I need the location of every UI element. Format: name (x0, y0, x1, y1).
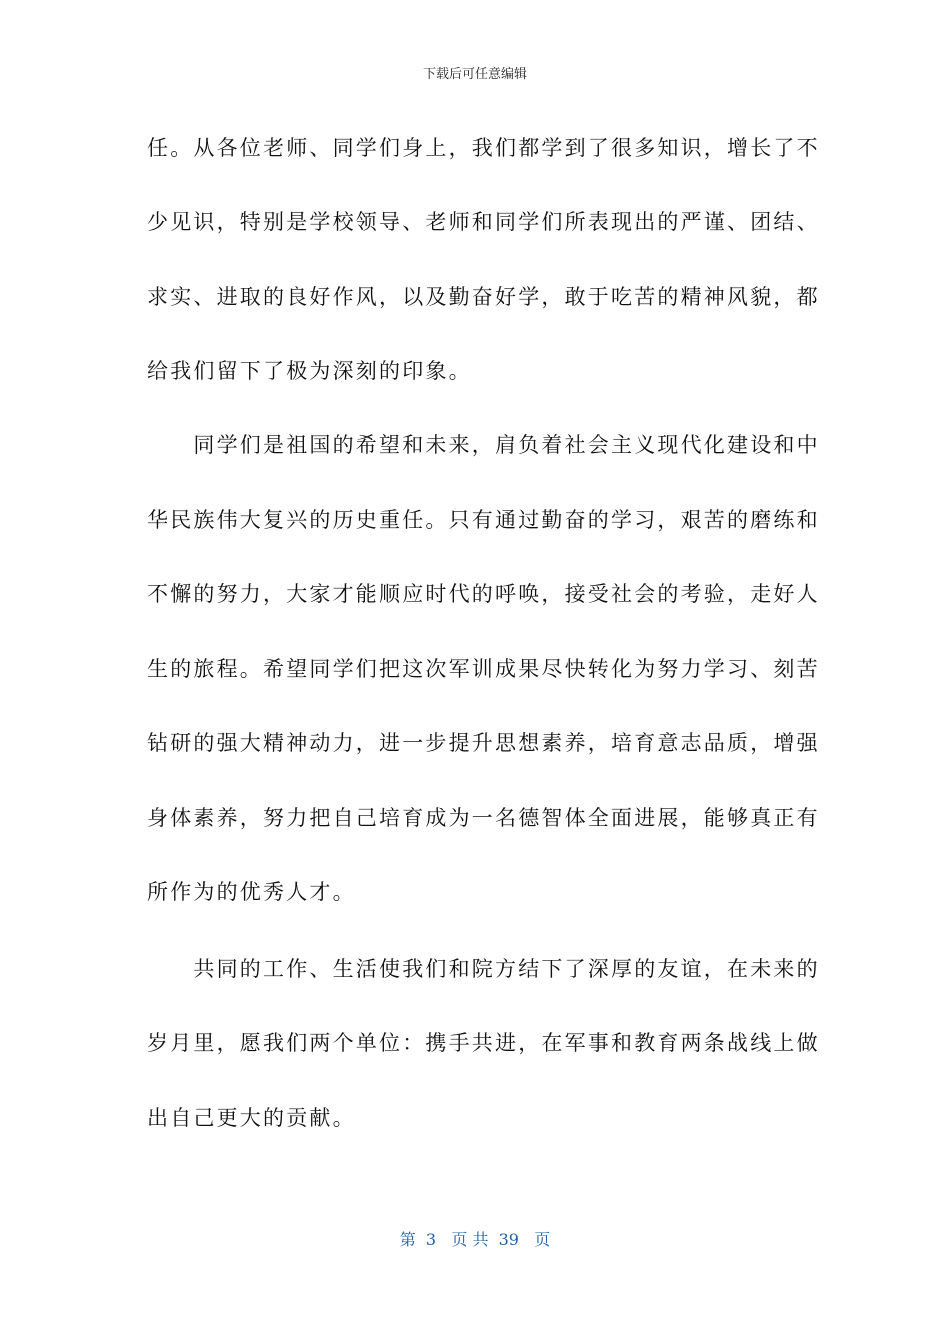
body-line: 所作为的优秀人才。 (147, 880, 356, 904)
page-number-footer: 第 3 页 共 39 页 (399, 1230, 551, 1249)
page-header: 下载后可任意编辑 (422, 67, 527, 82)
body-line: 同学们是祖国的希望和未来，肩负着社会主义现代化建设和中 (147, 433, 820, 457)
body-line: 生的旅程。希望同学们把这次军训成果尽快转化为努力学习、刻苦 (147, 657, 820, 681)
body-line: 不懈的努力，大家才能顺应时代的呼唤，接受社会的考验，走好人 (147, 582, 820, 606)
body-line: 给我们留下了极为深刻的印象。 (147, 359, 472, 383)
body-line: 出自己更大的贡献。 (147, 1106, 356, 1130)
body-line: 华民族伟大复兴的历史重任。只有通过勤奋的学习，艰苦的磨练和 (147, 508, 820, 532)
body-line: 任。从各位老师、同学们身上，我们都学到了很多知识，增长了不 (147, 136, 820, 160)
body-line: 身体素养，努力把自己培育成为一名德智体全面进展，能够真正有 (147, 806, 820, 830)
body-line: 岁月里，愿我们两个单位：携手共进，在军事和教育两条战线上做 (147, 1031, 820, 1055)
body-line: 共同的工作、生活使我们和院方结下了深厚的友谊，在未来的 (147, 957, 820, 981)
body-line: 求实、进取的良好作风，以及勤奋好学，敢于吃苦的精神风貌，都 (147, 285, 820, 309)
body-line: 钻研的强大精神动力，进一步提升思想素养，培育意志品质，增强 (147, 731, 820, 755)
body-line: 少见识，特别是学校领导、老师和同学们所表现出的严谨、团结、 (147, 210, 820, 234)
